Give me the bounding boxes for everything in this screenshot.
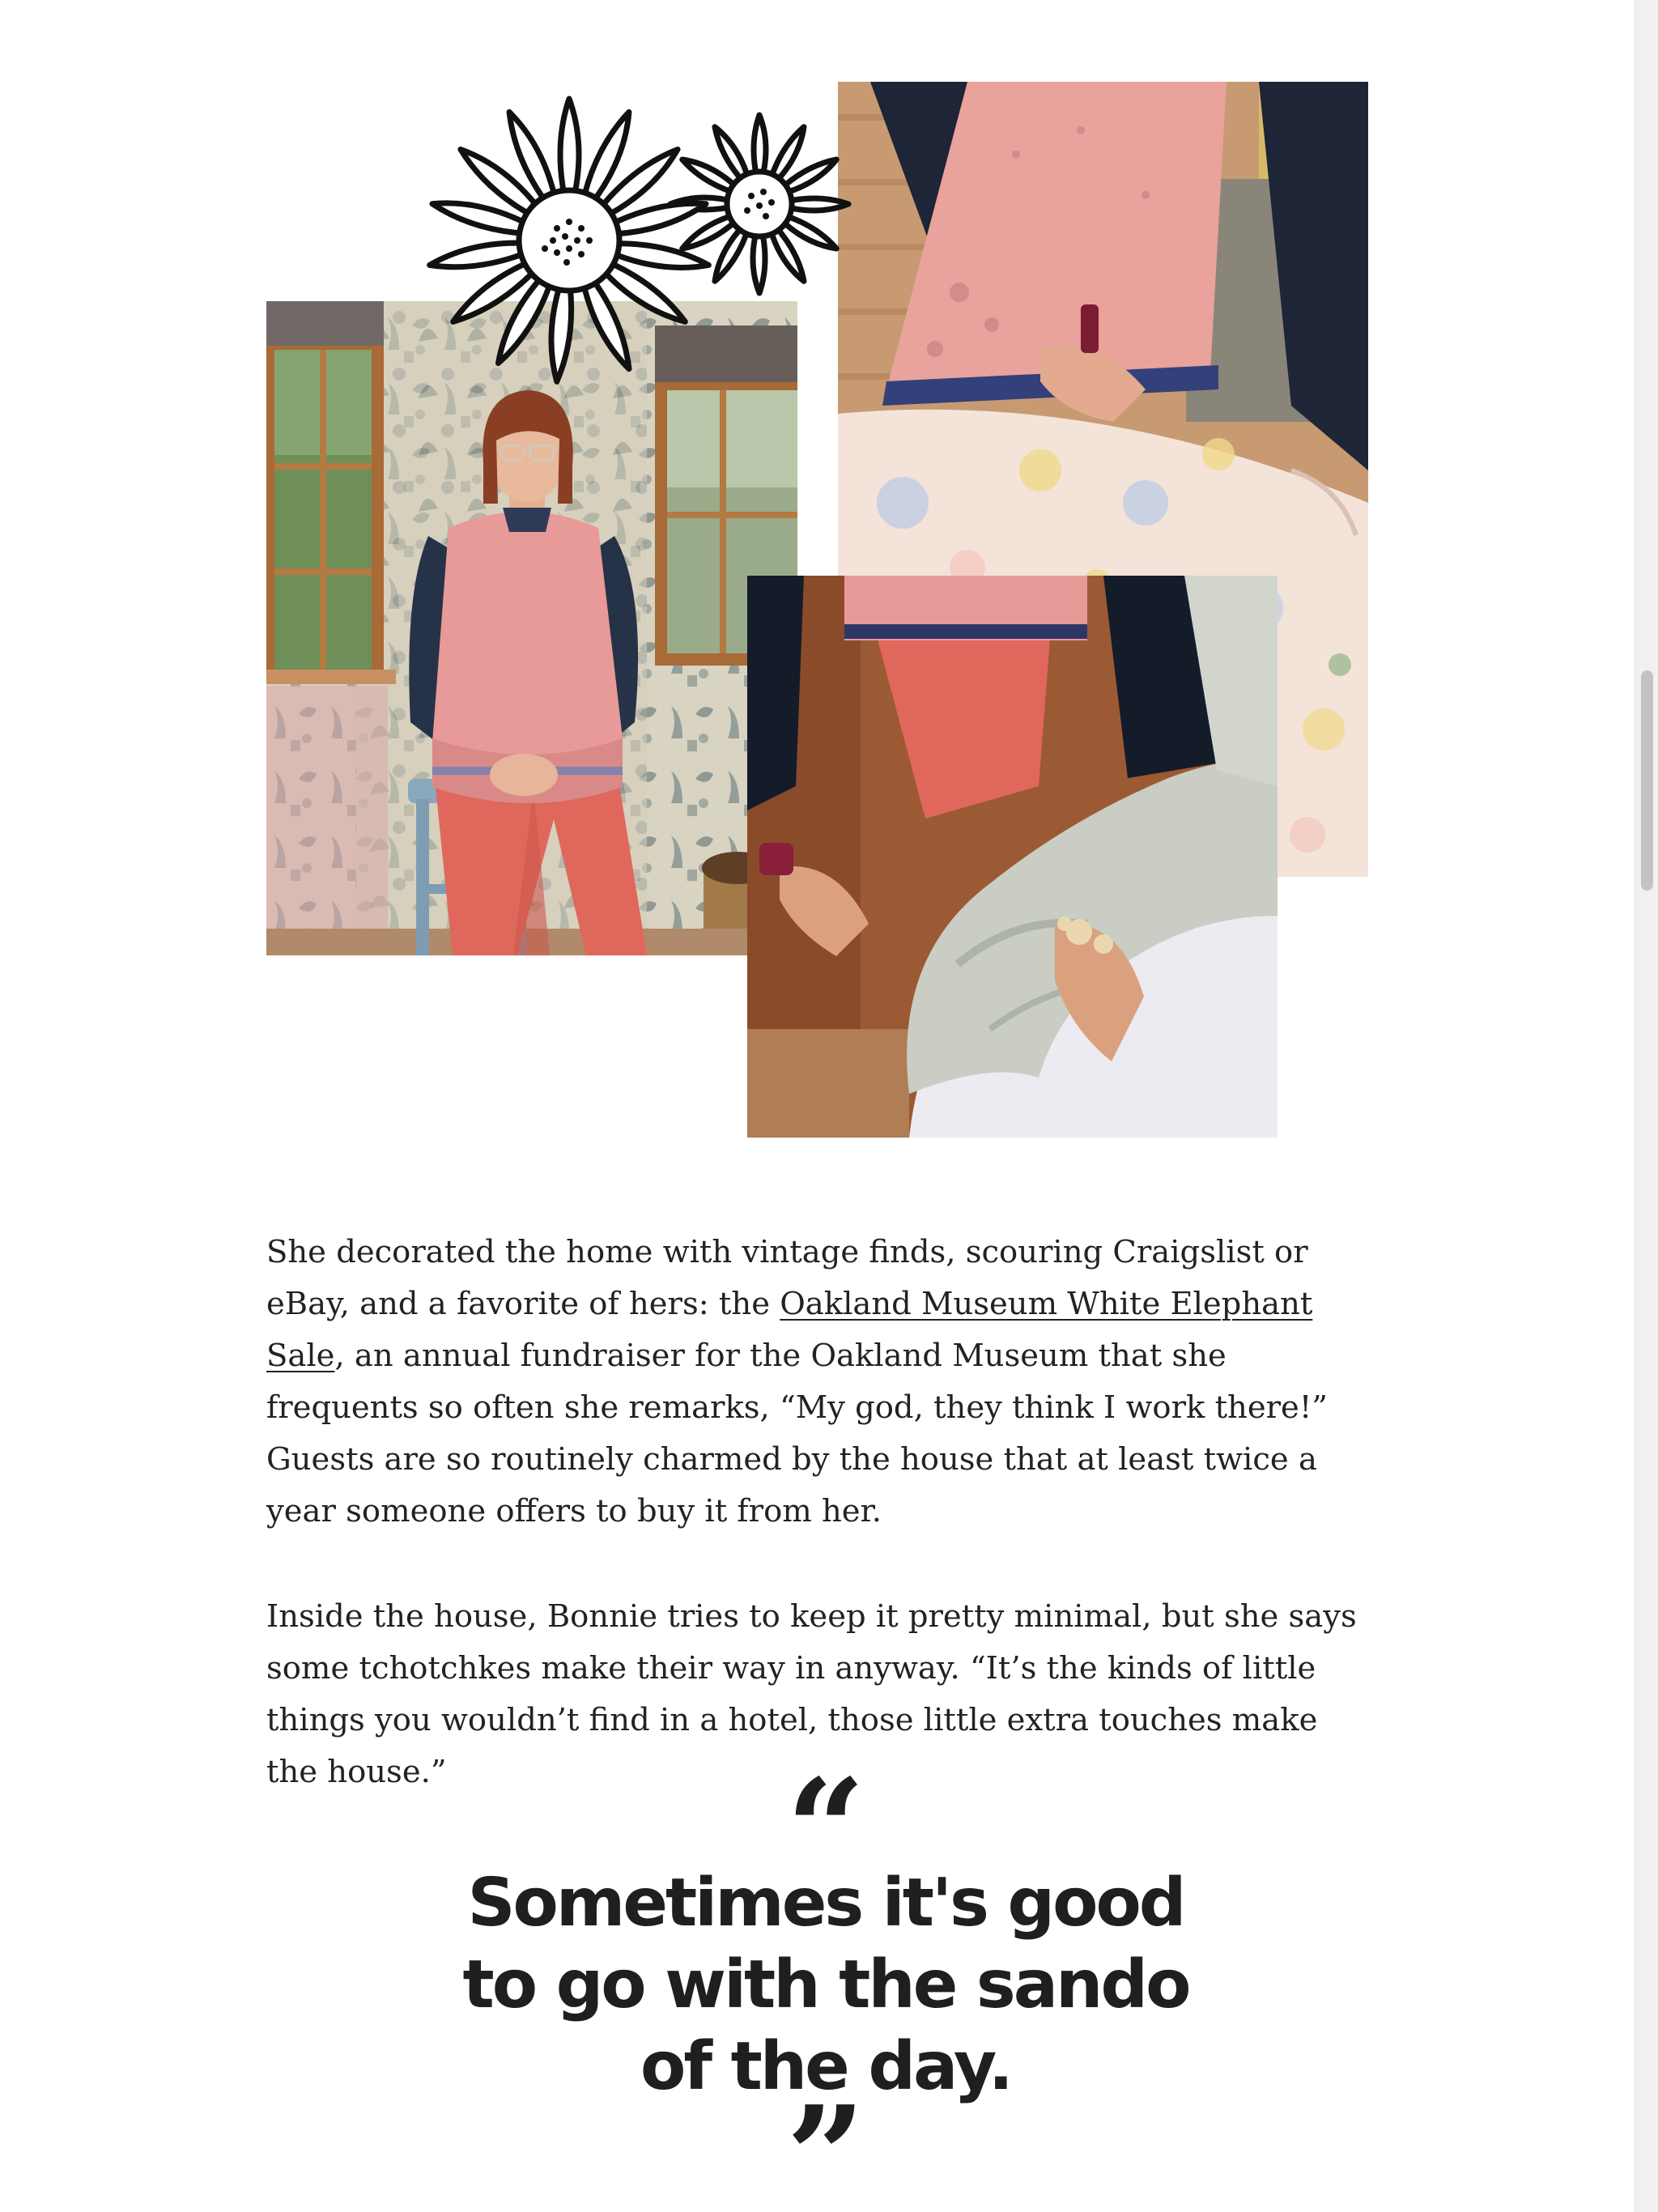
oakland-museum-sale-link[interactable]: Oakland Museum White Elephant Sale [266,1286,1313,1374]
close-quote-icon: ” [786,2076,865,2212]
paragraph-text: , an annual fundraiser for the Oakland Museum that she frequents so often she remarks, “My god, they think I work there!” Guests are so routinely charmed by the house that at least twice a year someone offers to buy it from her. [266,1338,1328,1529]
article-paragraph: Inside the house, Bonnie tries to keep it pretty minimal, but she says some tchotchkes make their way in anyway. “It’s the kinds of little things you wouldn’t find in a hotel, those little extra touches make the house.” [266,1598,1357,1790]
photo-woman-seated [266,301,797,955]
paragraph-text: She decorated the home with vintage finds, scouring Craigslist or eBay, and a favorite of hers: the [266,1234,1308,1322]
scrollbar-thumb[interactable] [1641,670,1653,891]
pull-quote-text: Sometimes it's good to go with the sando of the day. [462,1865,1189,2105]
open-quote-icon: “ [786,1749,865,1911]
article-paragraph [266,1227,1377,1538]
photo-fitted-sheet [747,576,1278,1138]
vertical-scrollbar[interactable] [1635,0,1658,2212]
pull-quote [453,1749,1198,2212]
hand-drawn-daisies-icon [395,66,881,398]
